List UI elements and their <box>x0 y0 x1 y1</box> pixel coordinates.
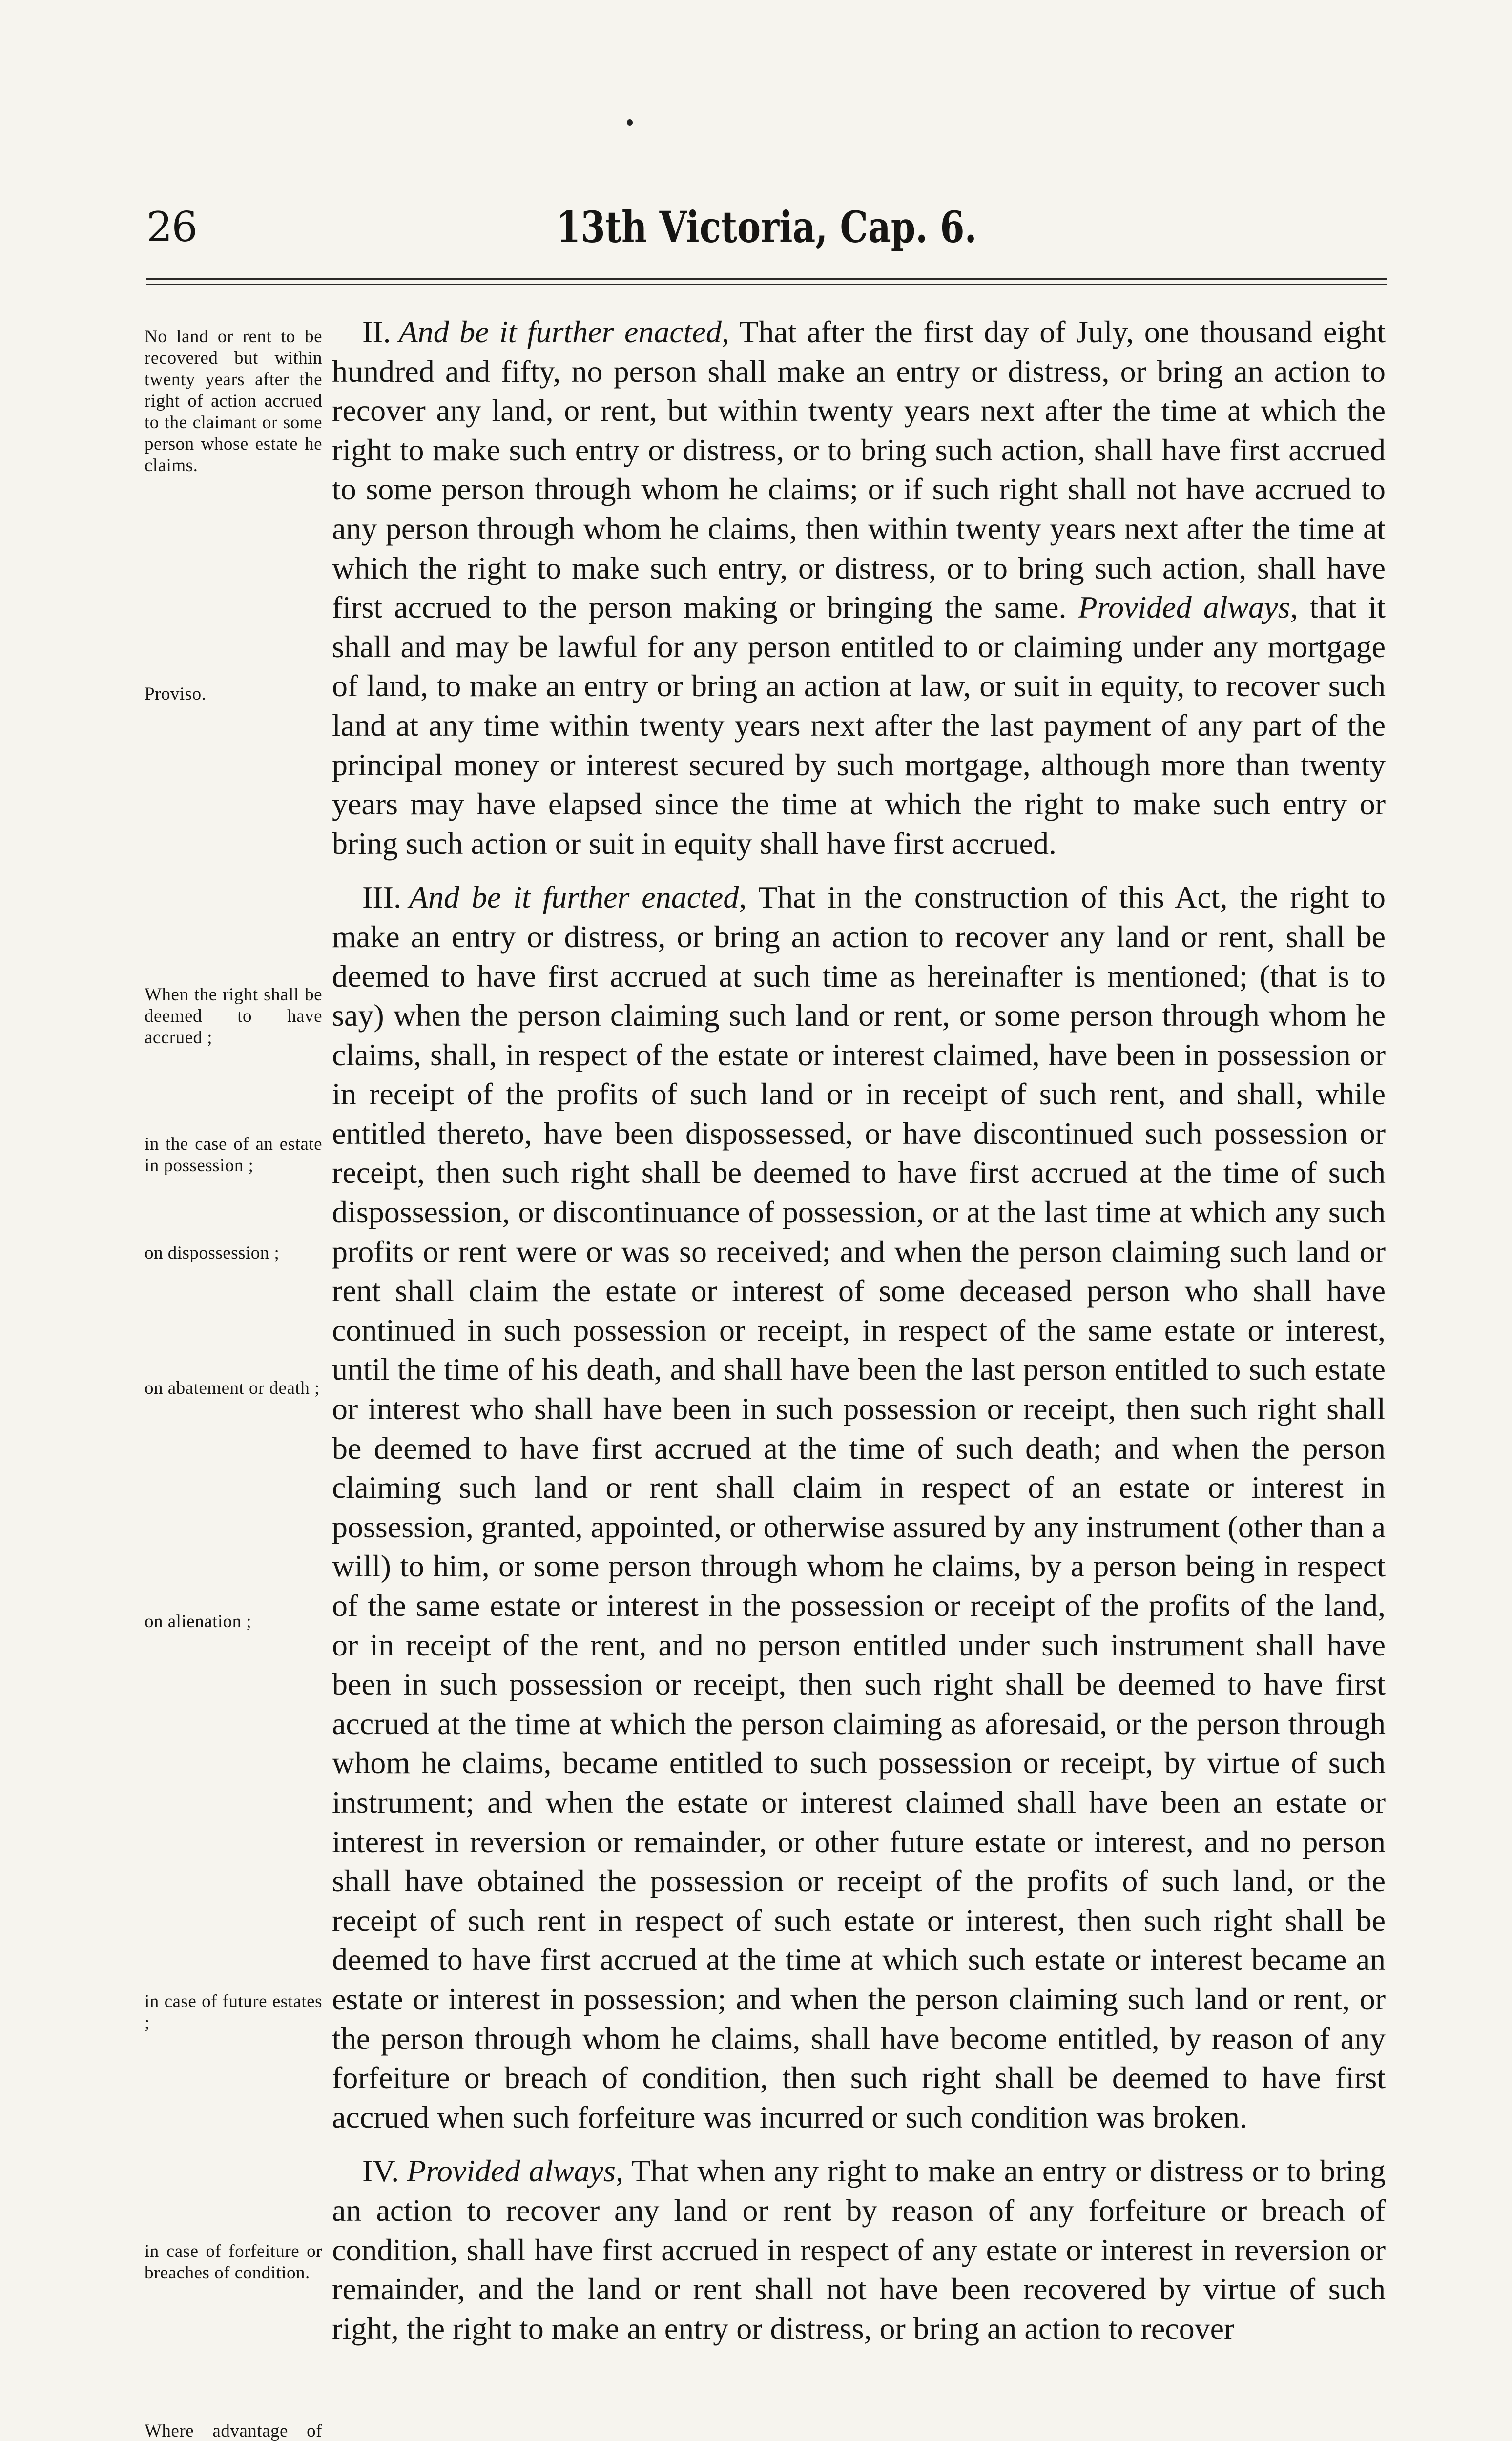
page-number: 26 <box>146 203 197 251</box>
section-4 <box>332 2151 1386 2348</box>
section-text-continued: that it shall and may be lawful for any person entitled to or claiming under any mortgage of land, to make an entry or bring an action at law, or suit in equity, to recover such land at any time within twenty years next after the last payment of any part of the principal money or interest secured by such mortgage, although more than twenty years may have elapsed since the time at which the right to make such entry or bring such action or suit in equity shall have first accrued. <box>332 590 1386 861</box>
section-text: That after the first day of July, one thousand eight hundred and fifty, no person shall make an entry or distress, or bring an action to recover any land, or rent, but within twenty years next after the time at which the right to make such entry or distress, or to bring such action, shall have first accrued to some person through whom he claims; or if such right shall not have accrued to any person through whom he claims, then within twenty years next after the time at which the right to make such entry, or distress, or to bring such action, shall have first accrued to the person making or bringing the same. <box>332 314 1386 625</box>
margin-note-limitation: No land or rent to be recovered but within twenty years after the right of action accrued to the claimant or some person whose estate he claims. <box>145 327 322 476</box>
section-number: IV. <box>362 2153 399 2189</box>
margin-note-alienation: on alienation ; <box>145 1612 252 1632</box>
statute-body <box>332 312 1386 2363</box>
margin-note-forfeiture: in case of forfeiture or breaches of condition. <box>145 2241 322 2283</box>
margin-note-estate-in-possession: in the case of an estate in possession ; <box>145 1134 322 1176</box>
header-rule <box>146 278 1387 280</box>
section-number: II. <box>362 314 391 349</box>
section-number: III. <box>362 880 401 915</box>
proviso-clause: Provided always, <box>407 2153 623 2189</box>
margin-note-proviso: Proviso. <box>145 684 207 704</box>
print-speck <box>627 119 633 126</box>
running-head: 13th Victoria, Cap. 6. <box>556 202 977 252</box>
margin-note-dispossession: on dispossession ; <box>145 1243 280 1263</box>
header-rule-thin <box>146 284 1387 285</box>
section-text: That when any right to make an entry or distress or to bring an action to recover any land or rent by reason of any forfeiture or breach of condition, shall have first accrued in respect of any estate or interest in reversion or remainder, and the land or rent shall not have been recovered by virtue of such right, the right to make an entry or distress, or bring an action to recover <box>332 2153 1386 2346</box>
enacting-clause: And be it further enacted, <box>398 314 729 349</box>
enacting-clause: And be it further enacted, <box>409 880 747 915</box>
margin-note-remainder-man: Where advantage of <box>145 2421 322 2441</box>
margin-notes <box>145 0 322 2441</box>
margin-note-abatement-death: on abatement or death ; <box>145 1378 320 1398</box>
proviso-phrase: Provided always, <box>1078 590 1298 625</box>
section-2 <box>332 312 1386 863</box>
margin-note-future-estates: in case of future estates ; <box>145 1991 322 2033</box>
page-header <box>146 190 1387 264</box>
margin-note-when-accrued: When the right shall be deemed to have accrued ; <box>145 985 322 1048</box>
section-3 <box>332 878 1386 2137</box>
section-text: That in the construction of this Act, the right to make an entry or distress, or bring an action to recover any land or rent, shall be deemed to have first accrued at such time as hereinafter is mentioned; (that is to say) when the person claiming such land or rent, or some person through whom he claims, shall, in respect of the estate or interest claimed, have been in possession or in receipt of the profits of such land or in receipt of such rent, and shall, while entitled thereto, have been dispossessed, or have discontinued such possession or receipt, then such right shall be deemed to have first accrued at the time of such dispossession, or discontinuance of possession, or at the last time at which any such profits or rent were or was so received; and when the person claiming such land or rent shall claim the estate or interest of some deceased person who shall have continued in such possession or receipt, in respect of the same estate or interest, until the time of his death, and shall have been the last person entitled to such estate or interest who shall have been in such possession or receipt, then such right shall be deemed to have first accrued at the time of such death; and when the person claiming such land or rent shall claim in respect of an estate or interest in possession, granted, appointed, or otherwise assured by any instrument (other than a will) to him, or some person through whom he claims, by a person being in respect of the same estate or interest in the possession or receipt of the profits of the land, or in receipt of the rent, and no person entitled under such instrument shall have been in such possession or receipt, then such right shall be deemed to have first accrued at the time at which the person claiming as aforesaid, or the person through whom he claims, became entitled to such possession or receipt, by virtue of such instrument; and when the estate or interest claimed shall have been an estate or interest in reversion or remainder, or other future estate or interest, and no person shall have obtained the possession or receipt of the profits of such land, or the receipt of such rent in respect of such estate or interest, then such right shall be deemed to have first accrued at the time at which such estate or interest became an estate or interest in possession; and when the person claiming such land or rent, or the person through whom he claims, shall have become entitled, by reason of any forfeiture or breach of condition, then such right shall be deemed to have first accrued when such forfeiture was incurred or such condition was broken. <box>332 880 1386 2134</box>
